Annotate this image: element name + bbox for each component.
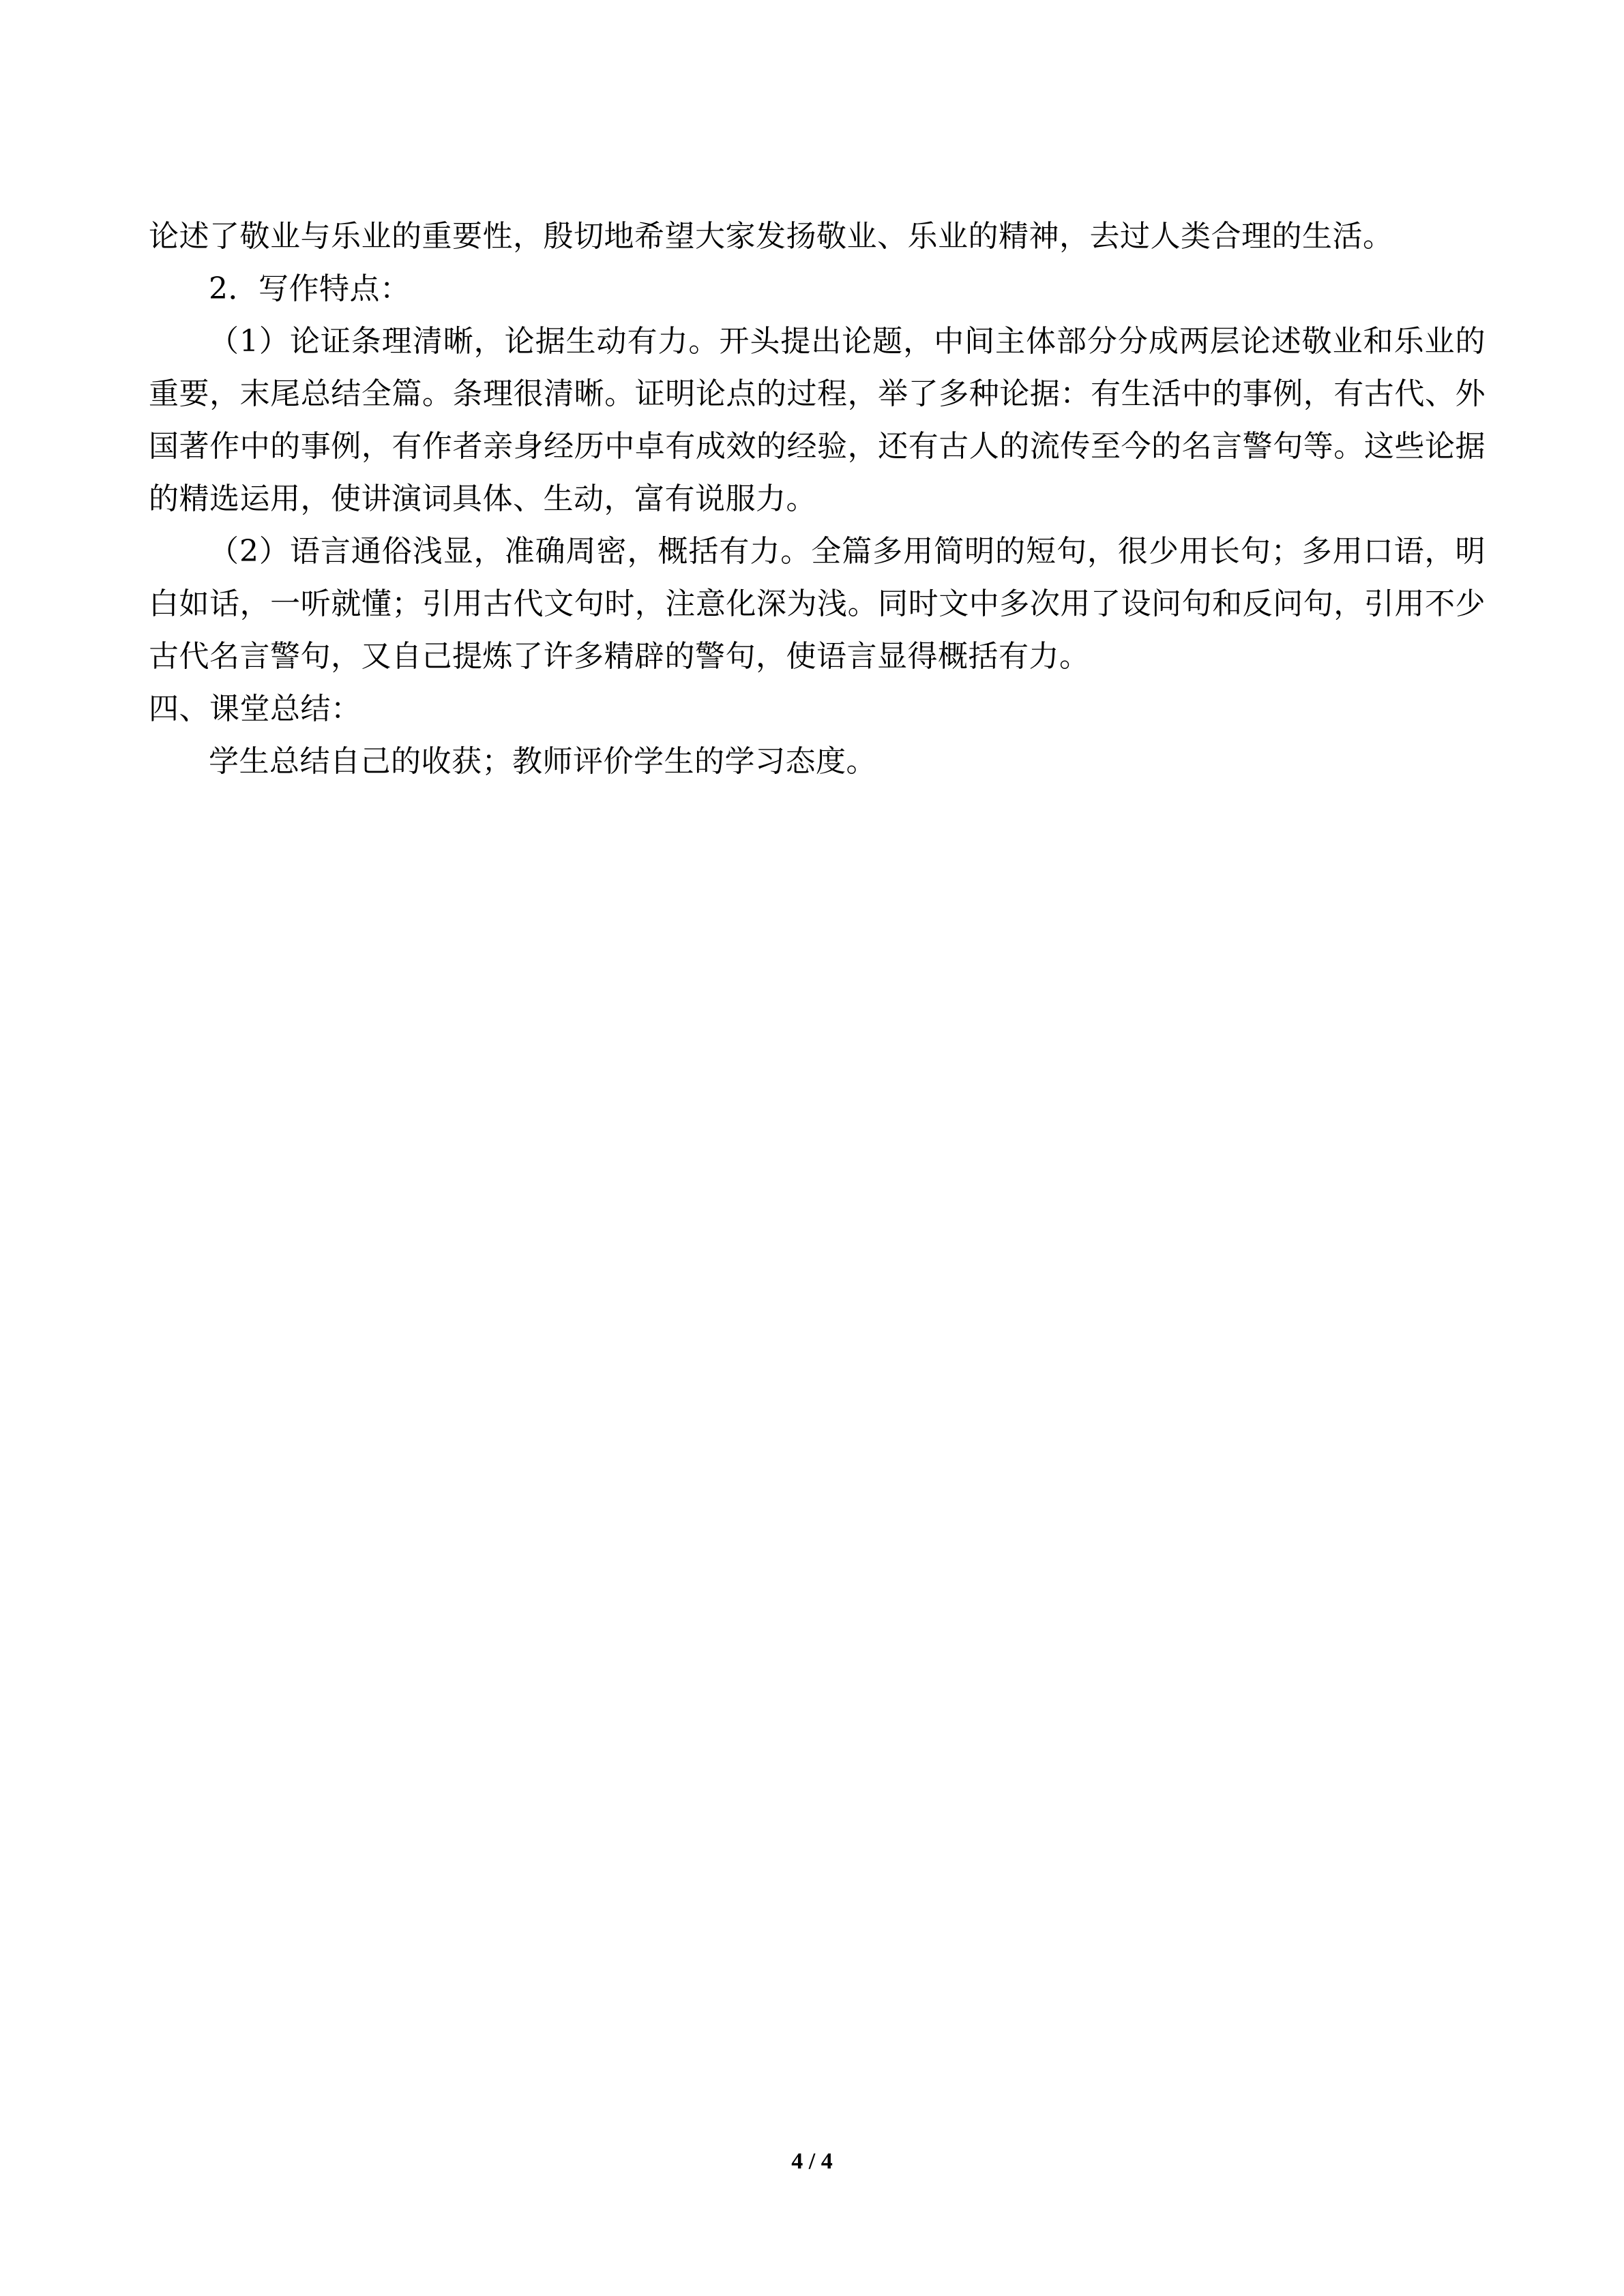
document-body: [149, 210, 1486, 788]
section-heading-writing-features: 2．写作特点：: [209, 271, 411, 306]
paragraph-language: （2）语言通俗浅显，准确周密，概括有力。全篇多用简明的短句，很少用长句；多用口语，明白如话，一听就懂；引用古代文句时，注意化深为浅。同时文中多次用了设问句和反问句，引用不少古代名言警句，又自己提炼了许多精辟的警句，使语言显得概括有力。: [149, 534, 1486, 674]
paragraph-continuation: 论述了敬业与乐业的重要性，殷切地希望大家发扬敬业、乐业的精神，去过人类合理的生活。: [149, 219, 1393, 254]
paragraph-summary: 学生总结自己的收获；教师评价学生的学习态度。: [209, 744, 876, 779]
section-heading-class-summary: 四、课堂总结：: [149, 691, 361, 726]
paragraph-argumentation: （1）论证条理清晰，论据生动有力。开头提出论题，中间主体部分分成两层论述敬业和乐业的重要，末尾总结全篇。条理很清晰。证明论点的过程，举了多种论据：有生活中的事例，有古代、外国著作中的事例，有作者亲身经历中卓有成效的经验，还有古人的流传至今的名言警句等。这些论据的精选运用，使讲演词具体、生动，富有说服力。: [149, 324, 1486, 516]
page-number: 4 / 4: [791, 2149, 833, 2174]
